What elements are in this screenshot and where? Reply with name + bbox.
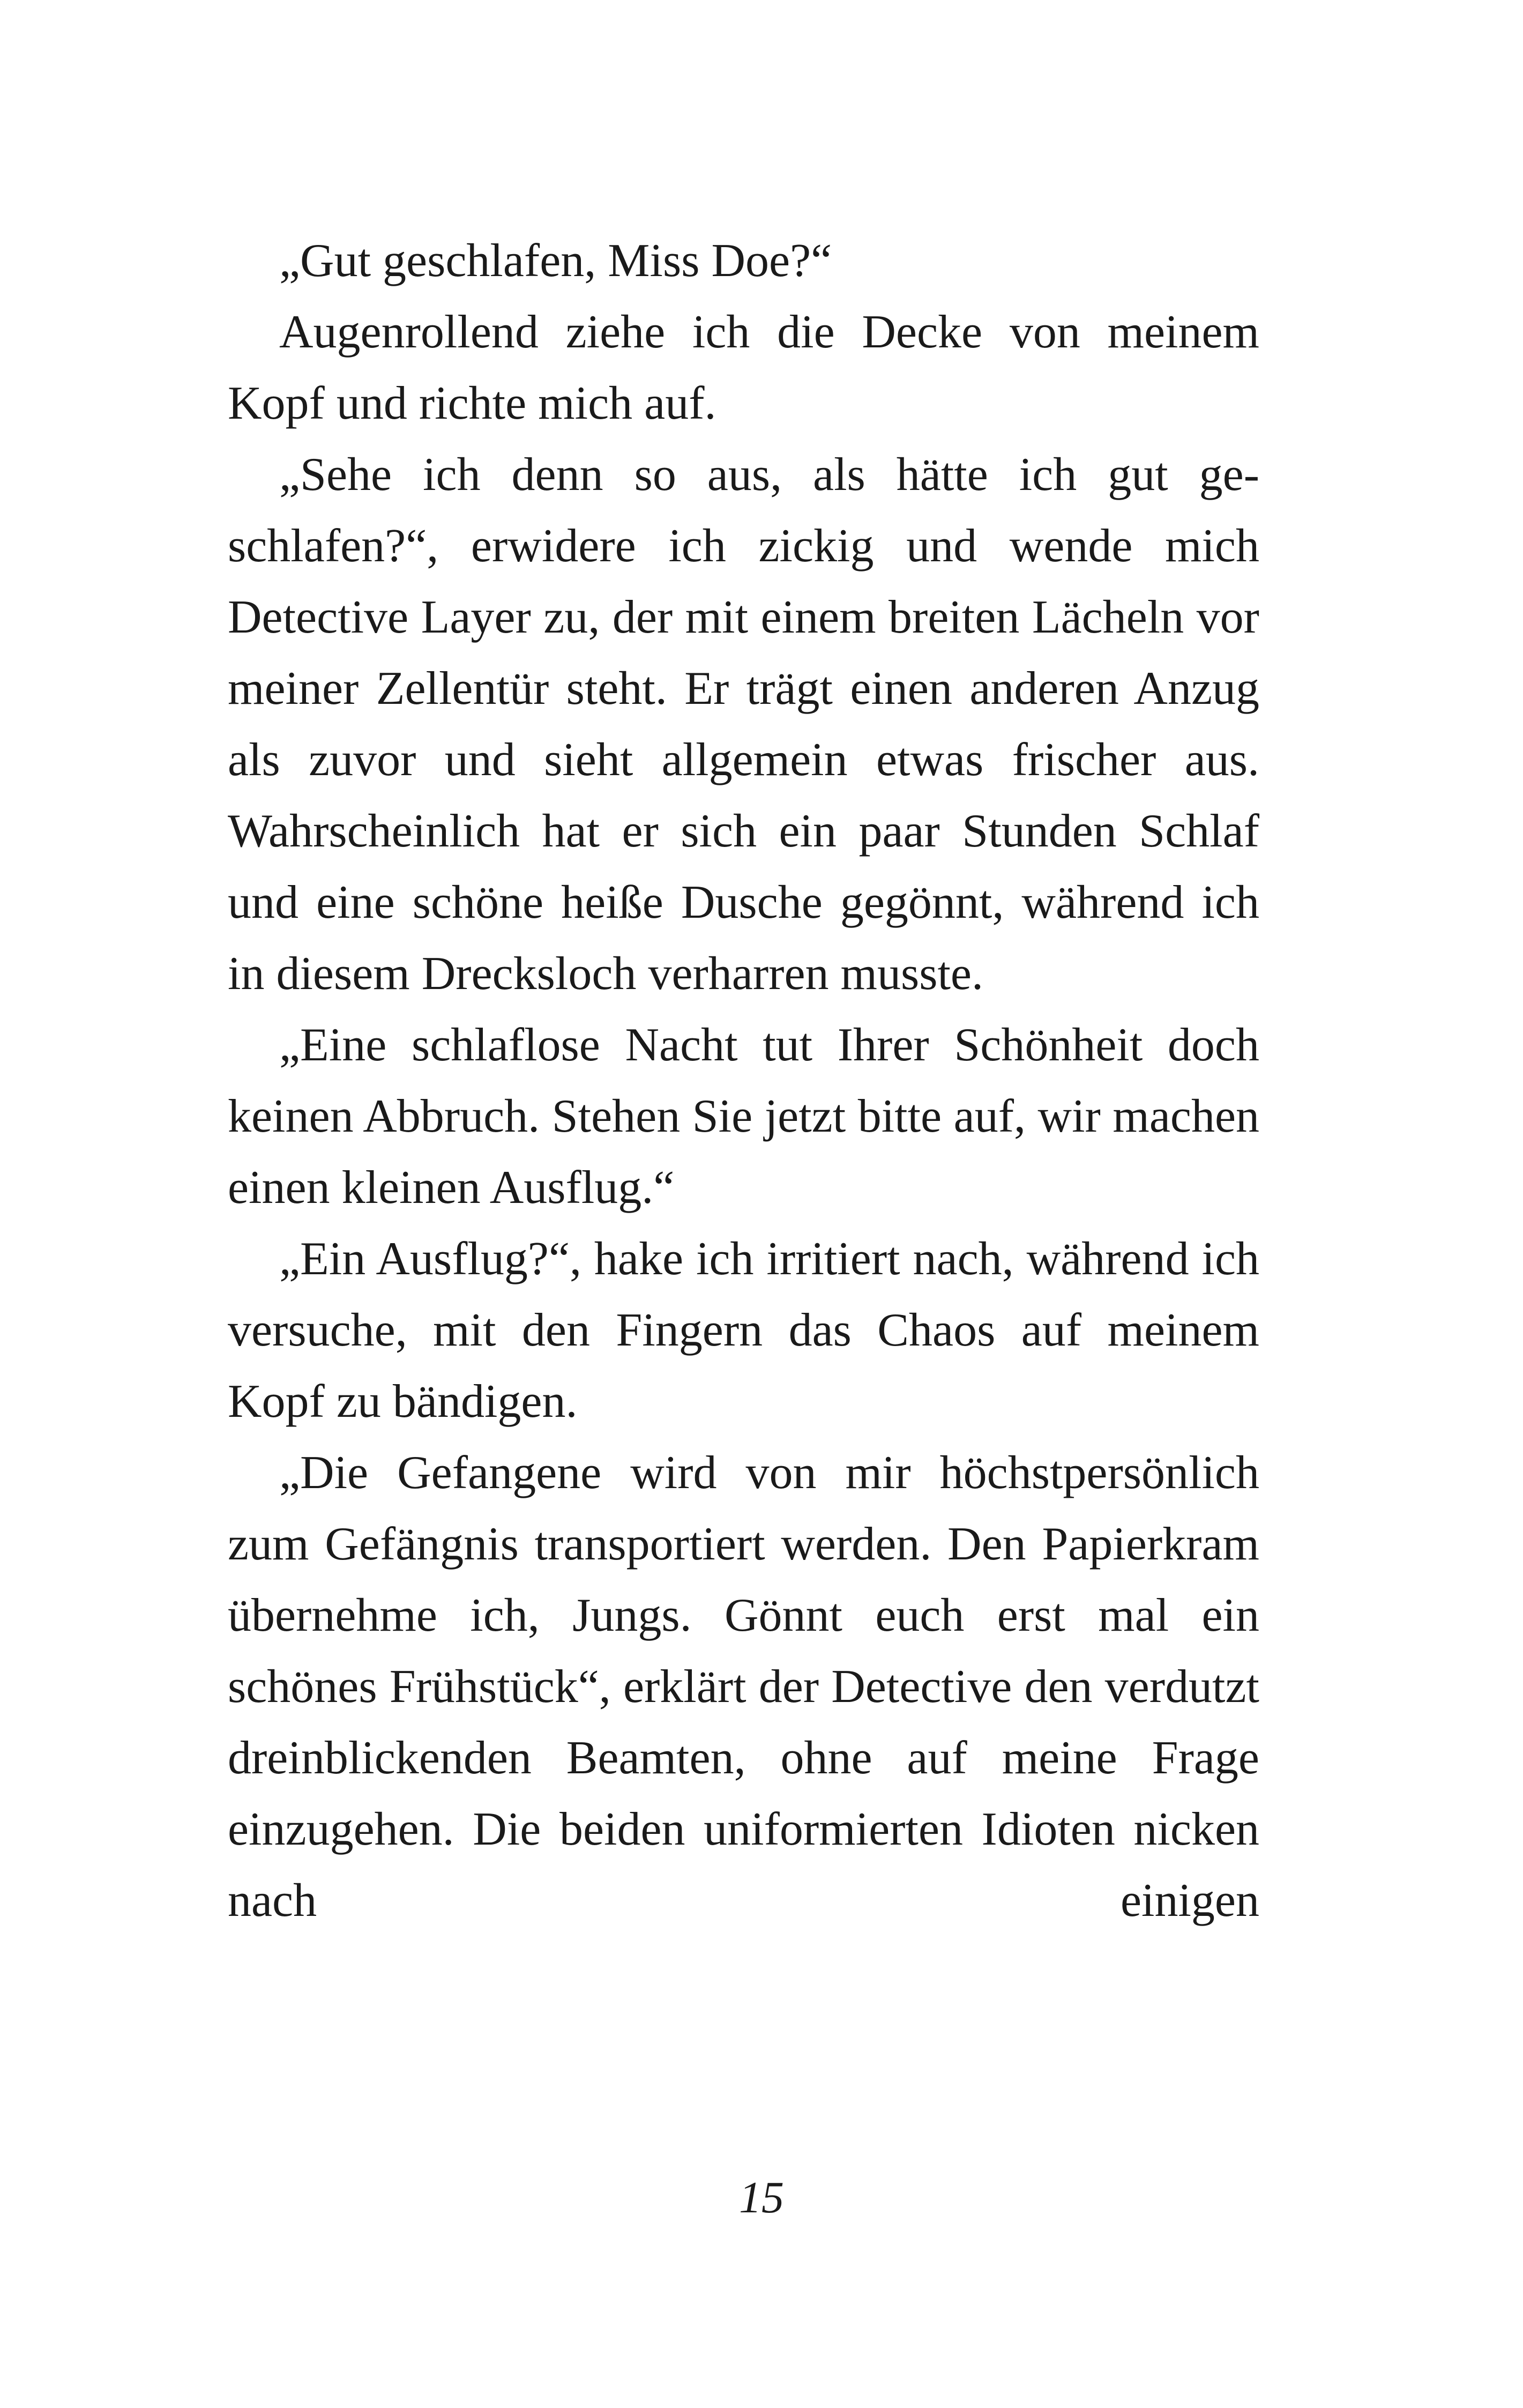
paragraph-3: „Sehe ich denn so aus, als hätte ich gut geschlafen?“, erwidere ich zickig und wende mich Detective Layer zu, der mit einem breiten Lächeln vor meiner Zellentür steht. Er trägt einen anderen Anzug als zuvor und sieht allgemein etwas frischer aus. Wahrscheinlich hat er sich ein paar Stunden Schlaf und eine schöne heiße Dusche gegönnt, während ich in diesem Drecksloch verharren musste. [228, 449, 1259, 1000]
page-number: 15 [739, 2173, 784, 2223]
paragraph-1: „Gut geschlafen, Miss Doe?“ [279, 235, 832, 287]
body-text [228, 225, 1259, 1936]
paragraph-5: „Ein Ausflug?“, hake ich irritiert nach, während ich versuche, mit den Fingern das Chaos auf meinem Kopf zu bändigen. [228, 1233, 1259, 1428]
paragraph-2: Augenrollend ziehe ich die Decke von meinem Kopf und richte mich auf. [228, 306, 1259, 429]
paragraph-6: „Die Gefangene wird von mir höchstpersönlich zum Gefängnis transportiert werden. Den Papierkram übernehme ich, Jungs. Gönnt euch erst mal ein schönes Frühstück“, erklärt der Detective den verdutzt dreinblickenden Beamten, ohne auf meine Frage einzugehen. Die beiden uniformierten Idioten nicken nach einigen [228, 1447, 1259, 1927]
paragraph-4: „Eine schlaflose Nacht tut Ihrer Schönheit doch keinen Abbruch. Stehen Sie jetzt bitte auf, wir machen einen kleinen Ausflug.“ [228, 1019, 1259, 1214]
